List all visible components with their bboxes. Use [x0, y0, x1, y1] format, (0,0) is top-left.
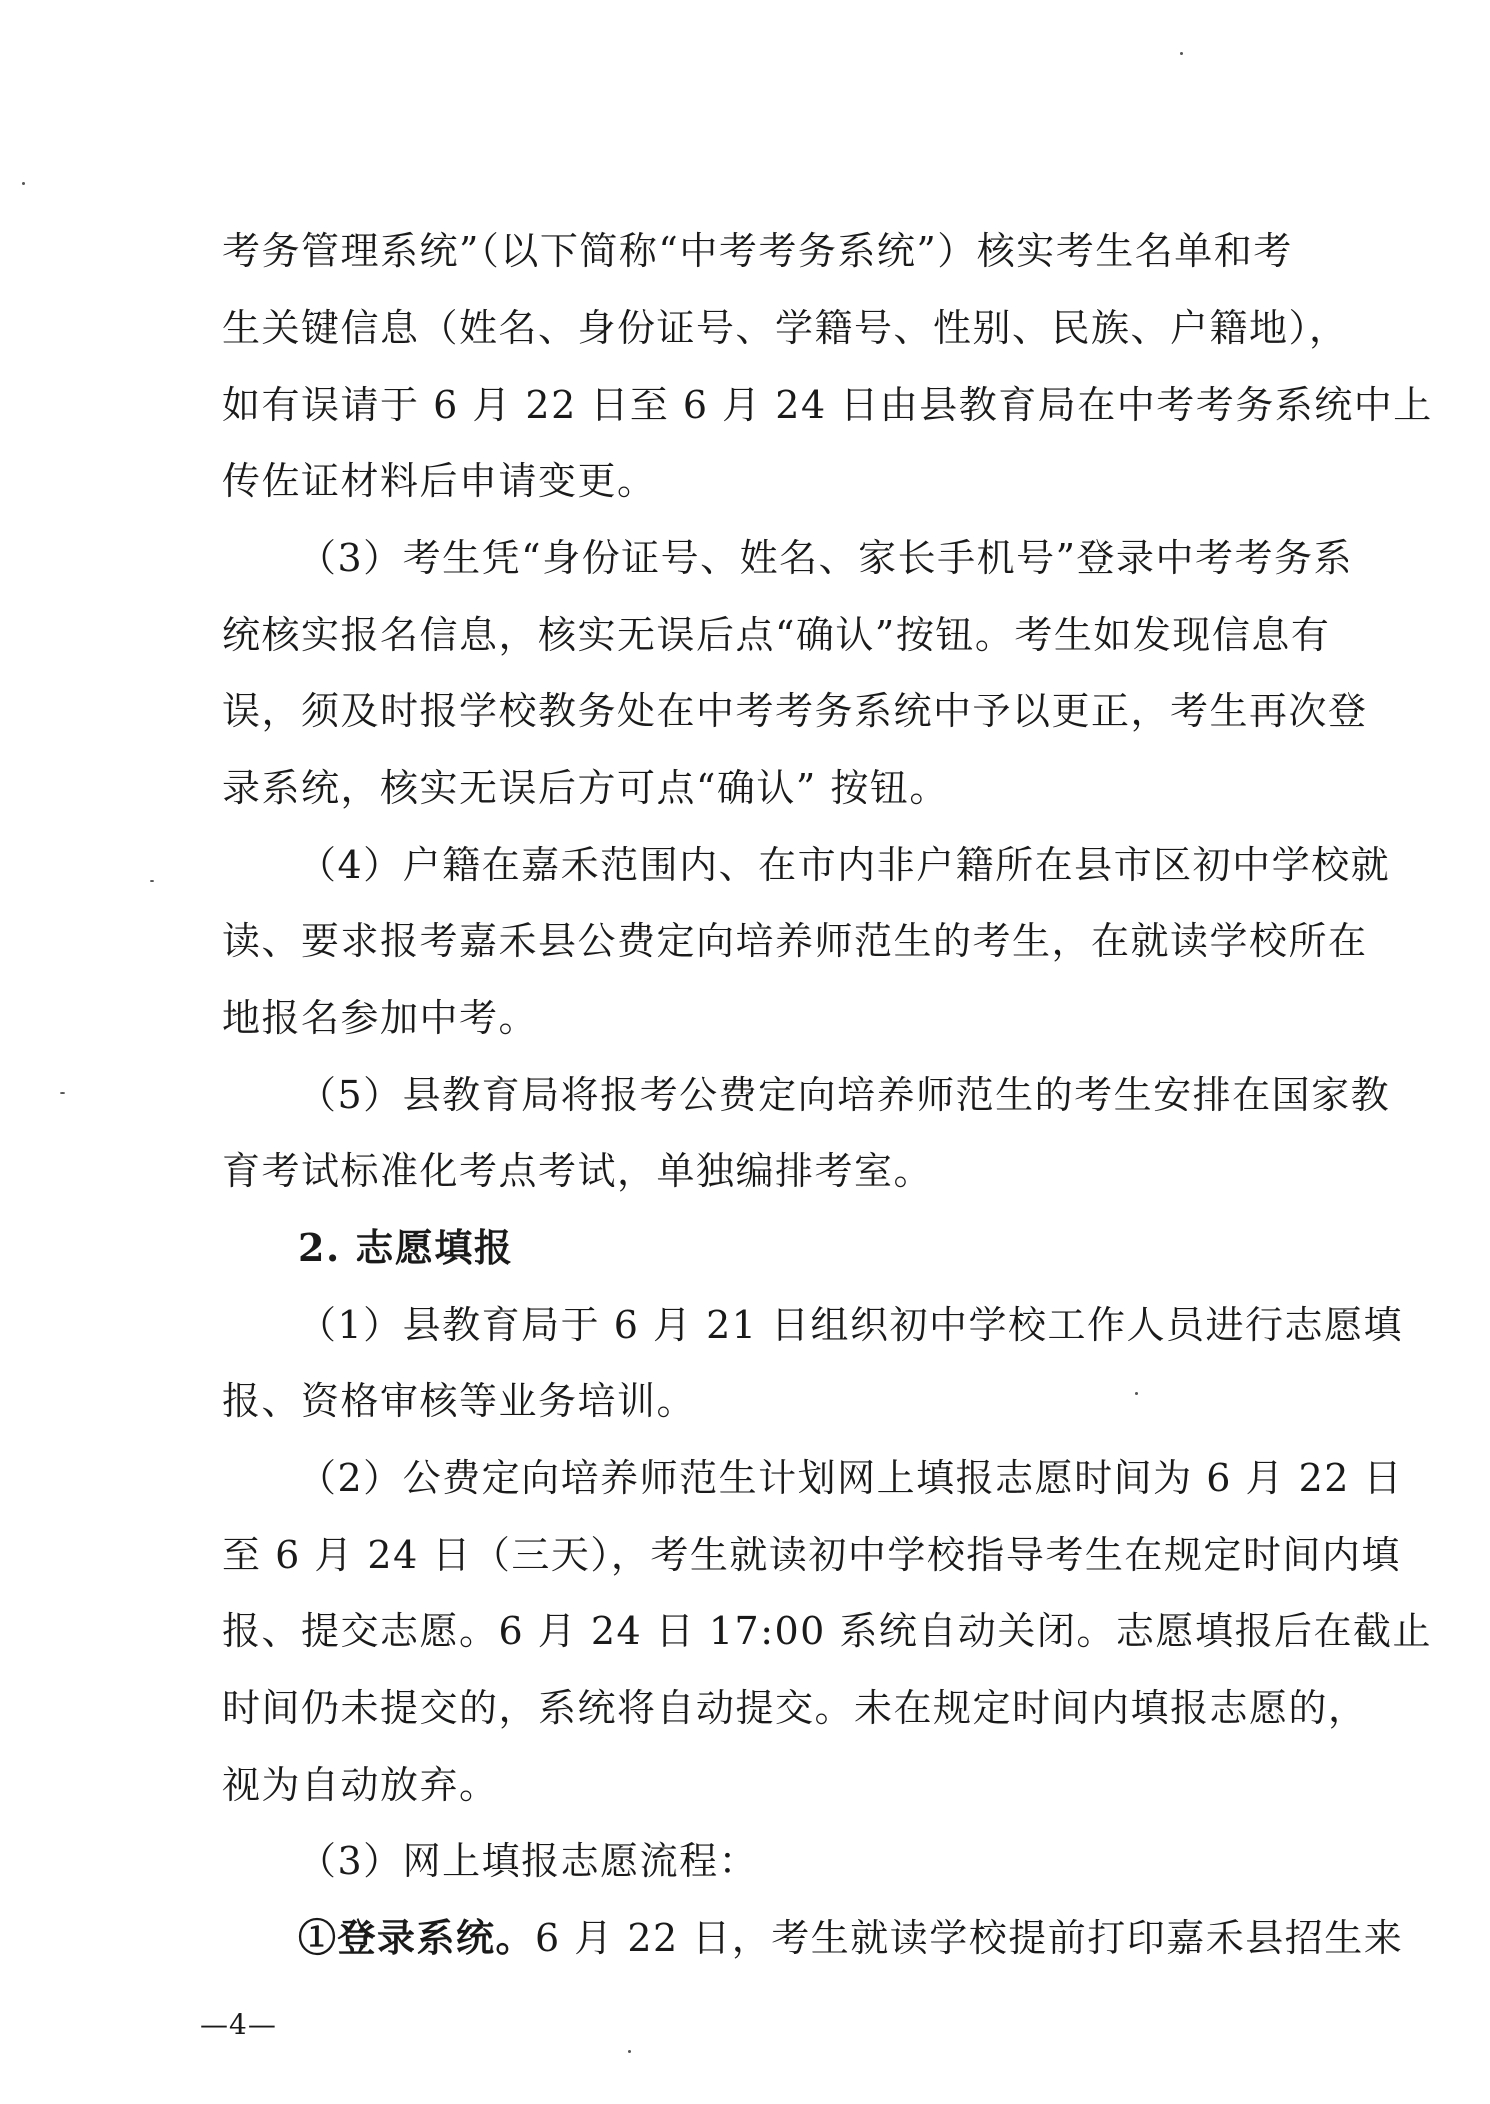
paragraph-line-20: 时间仍未提交的，系统将自动提交。未在规定时间内填报志愿的， [222, 1686, 1368, 1730]
paragraph-line-13: 育考试标准化考点考试，单独编排考室。 [222, 1149, 934, 1193]
paragraph-line-5: （3）考生凭“身份证号、姓名、家长手机号”登录中考考务系 [298, 536, 1354, 580]
paragraph-line-6: 统核实报名信息，核实无误后点“确认”按钮。考生如发现信息有 [222, 613, 1331, 657]
paragraph-line-16: 报、资格审核等业务培训。 [222, 1379, 697, 1423]
scan-speck [60, 1092, 65, 1094]
step-text: 6 月 22 日，考生就读学校提前打印嘉禾县招生来 [535, 1916, 1404, 1960]
page-number: —4— [200, 2008, 277, 2041]
scan-speck [22, 182, 25, 185]
step-lead: ①登录系统。 [298, 1915, 536, 1960]
paragraph-line-12: （5）县教育局将报考公费定向培养师范生的考生安排在国家教 [298, 1073, 1391, 1117]
paragraph-line-7: 误，须及时报学校教务处在中考考务系统中予以更正，考生再次登 [222, 689, 1368, 733]
paragraph-line-1: 考务管理系统”（以下简称“中考考务系统”）核实考生名单和考 [222, 229, 1293, 273]
scan-speck [628, 2050, 631, 2053]
paragraph-line-9: （4）户籍在嘉禾范围内、在市内非户籍所在县市区初中学校就 [298, 843, 1391, 887]
paragraph-line-4: 传佐证材料后申请变更。 [222, 459, 657, 503]
section-heading: 2. 志愿填报 [298, 1225, 514, 1270]
scan-speck [1135, 1392, 1138, 1395]
paragraph-line-17: （2）公费定向培养师范生计划网上填报志愿时间为 6 月 22 日 [298, 1456, 1404, 1500]
paragraph-line-18: 至 6 月 24 日（三天），考生就读初中学校指导考生在规定时间内填 [222, 1533, 1401, 1577]
paragraph-line-10: 读、要求报考嘉禾县公费定向培养师范生的考生，在就读学校所在 [222, 919, 1368, 963]
paragraph-line-22: （3）网上填报志愿流程： [298, 1839, 759, 1883]
paragraph-line-3: 如有误请于 6 月 22 日至 6 月 24 日由县教育局在中考考务系统中上 [222, 383, 1433, 427]
paragraph-line-2: 生关键信息（姓名、身份证号、学籍号、性别、民族、户籍地）， [222, 306, 1349, 350]
paragraph-line-15: （1）县教育局于 6 月 21 日组织初中学校工作人员进行志愿填 [298, 1303, 1404, 1347]
paragraph-line-21: 视为自动放弃。 [222, 1763, 499, 1807]
paragraph-line-23 [298, 1915, 1403, 1961]
paragraph-line-19: 报、提交志愿。6 月 24 日 17:00 系统自动关闭。志愿填报后在截止 [222, 1609, 1432, 1653]
scan-speck [150, 880, 154, 882]
paragraph-line-8: 录系统，核实无误后方可点“确认” 按钮。 [222, 766, 949, 810]
paragraph-line-11: 地报名参加中考。 [222, 996, 539, 1040]
scan-speck [1180, 52, 1183, 55]
